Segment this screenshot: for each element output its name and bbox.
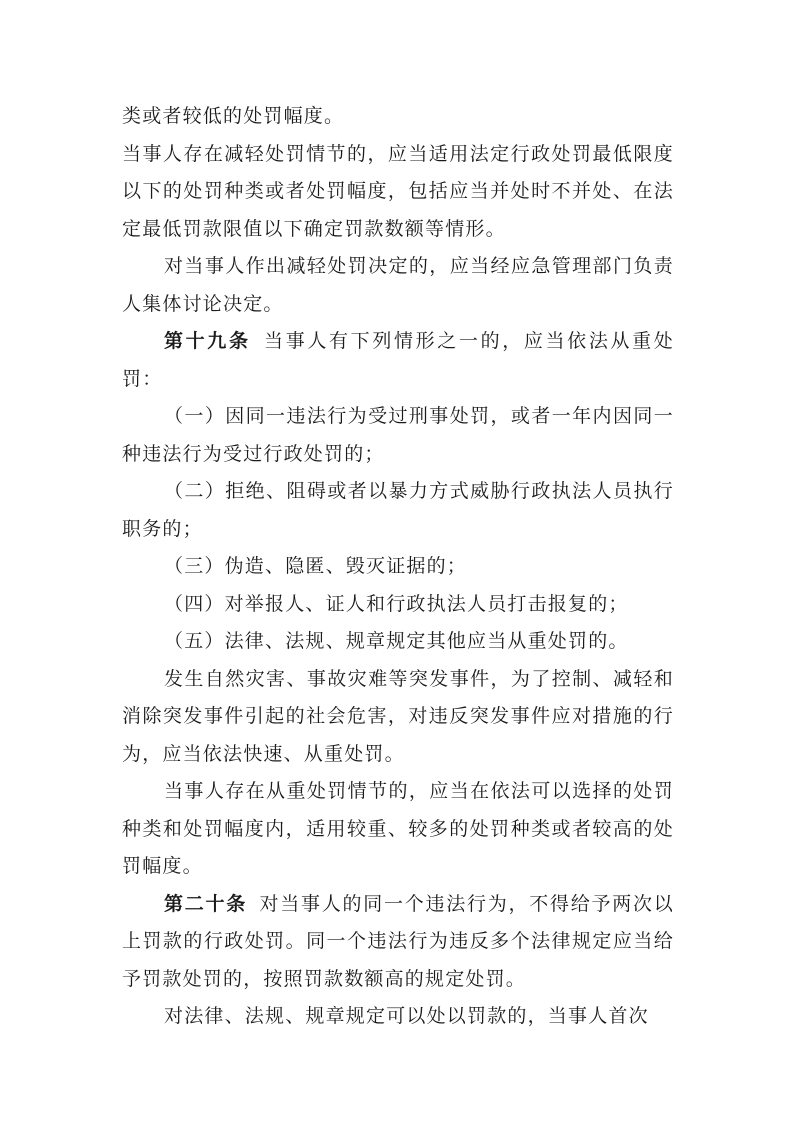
document-body	[122, 98, 674, 1036]
list-item: （五）法律、法规、规章规定其他应当从重处罚的。	[164, 630, 629, 652]
paragraph: 当事人存在从重处罚情节的，应当在依法可以选择的处罚种类和处罚幅度内，适用较重、较多的处罚种类或者较高的处罚幅度。	[122, 780, 674, 877]
paragraph: 发生自然灾害、事故灾难等突发事件，为了控制、减轻和消除突发事件引起的社会危害，对违反突发事件应对措施的行为，应当依法快速、从重处罚。	[122, 667, 674, 765]
list-item: （一）因同一违法行为受过刑事处罚，或者一年内因同一种违法行为受过行政处罚的；	[122, 405, 674, 465]
list-item: （三）伪造、隐匿、毁灭证据的；	[164, 555, 468, 577]
paragraph: 对当事人作出减轻处罚决定的，应当经应急管理部门负责人集体讨论决定。	[122, 255, 674, 315]
article-text: 对当事人的同一个违法行为，不得给予两次以上罚款的行政处罚。同一个违法行为违反多个法律规定应当给予罚款处罚的，按照罚款数额高的规定处罚。	[122, 892, 674, 990]
article-text: 当事人有下列情形之一的，应当依法从重处罚：	[122, 330, 674, 390]
paragraph: 对法律、法规、规章规定可以处以罚款的，当事人首次	[164, 1005, 649, 1027]
list-item: （四）对举报人、证人和行政执法人员打击报复的；	[164, 592, 629, 615]
article-heading: 第二十条	[164, 892, 247, 915]
article-paragraph	[122, 886, 674, 999]
article-heading: 第十九条	[164, 330, 251, 352]
article-paragraph	[122, 323, 674, 398]
paragraph: 当事人存在减轻处罚情节的，应当适用法定行政处罚最低限度以下的处罚种类或者处罚幅度，包括应当并处时不并处、在法定最低罚款限值以下确定罚款数额等情形。	[122, 142, 674, 240]
list-item: （二）拒绝、阻碍或者以暴力方式威胁行政执法人员执行职务的；	[122, 480, 674, 540]
paragraph: 类或者较低的处罚幅度。	[122, 105, 345, 127]
